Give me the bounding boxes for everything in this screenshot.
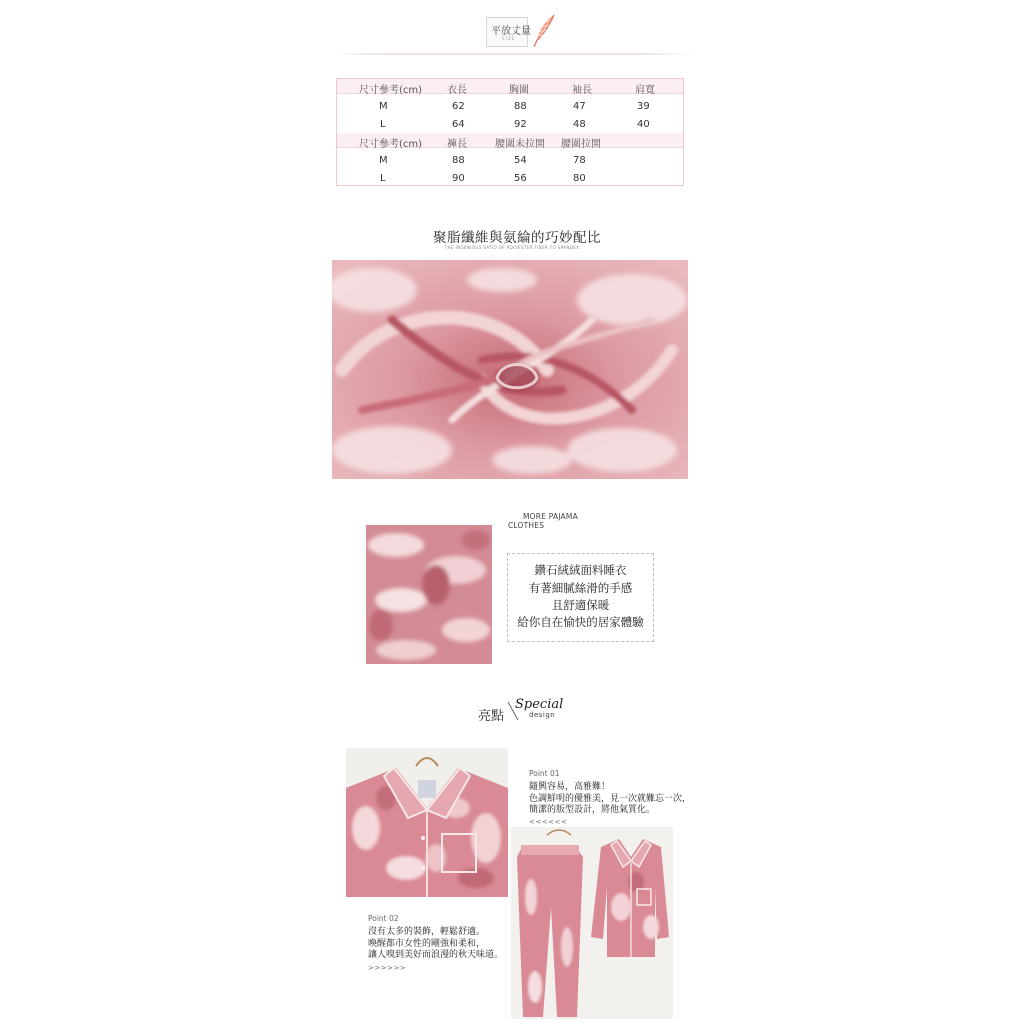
table-cell: 54 (514, 155, 527, 166)
size-table-header: 袖長 (572, 85, 592, 96)
table-row (337, 99, 683, 116)
special-design-label: design (529, 711, 556, 719)
point01-text: 隨興容易，高雅難！ (529, 782, 611, 792)
table-cell: 47 (573, 101, 586, 112)
table-cell: 48 (573, 119, 586, 130)
pajama-set-photo (511, 827, 673, 1019)
table-row (337, 171, 683, 188)
more-pajama-label (508, 512, 578, 530)
point02-arrow: >>>>>> (368, 964, 407, 972)
shirt-photo (346, 748, 508, 897)
description-line: 且舒適保暖 (551, 598, 610, 612)
table-cell: 88 (452, 155, 465, 166)
point01-label: Point 01 (529, 769, 560, 778)
point01-text: 簡潔的版型設計，將他氣質化。 (529, 805, 656, 815)
pants-table-header-row (337, 133, 683, 148)
table-cell: 88 (514, 101, 527, 112)
table-cell: M (379, 155, 388, 166)
special-zh-title: 亮點 (478, 709, 505, 724)
description-box (507, 553, 654, 642)
size-table-header: 腰圍未拉開 (495, 139, 545, 150)
table-row (337, 117, 683, 134)
fabric-subtitle: THE INGENIOUS RATIO OF POLYESTER FIBER TO SPANDEX (444, 245, 580, 250)
description-line: 鑽石絨絨面料睡衣 (534, 563, 627, 577)
point02-text: 喚醒都市女性的剛強和柔和， (368, 939, 486, 949)
point01-text: 色調鮮明的優雅美，見一次就難忘一次， (529, 794, 692, 804)
size-header-title: 平放丈量 (491, 26, 531, 37)
point01-arrow: <<<<<< (529, 818, 568, 826)
size-table (336, 78, 684, 186)
table-cell: 92 (514, 119, 527, 130)
special-en-title: Special (515, 697, 564, 712)
table-cell: 64 (452, 119, 465, 130)
table-cell: 39 (637, 101, 650, 112)
fabric-closeup-image (366, 525, 492, 664)
table-cell: 78 (573, 155, 586, 166)
table-cell: 56 (514, 173, 527, 184)
table-cell: 62 (452, 101, 465, 112)
fabric-swirl-image (332, 260, 688, 479)
table-cell: 90 (452, 173, 465, 184)
size-table-header: 尺寸參考(cm) (359, 139, 423, 150)
size-table-header: 褲長 (447, 139, 467, 150)
size-table-header: 尺寸參考(cm) (359, 85, 423, 96)
more-label-line1: MORE PAJAMA (523, 512, 578, 521)
point02-text: 沒有太多的裝飾，輕鬆舒適。 (368, 927, 486, 937)
header-divider (330, 53, 696, 55)
fabric-title: 聚脂纖維與氨綸的巧妙配比 (433, 230, 601, 246)
size-table-header: 腰圍拉開 (561, 139, 601, 150)
description-line: 有著細膩絲滑的手感 (528, 581, 633, 595)
size-table-header: 胸圍 (509, 85, 529, 96)
table-cell: L (380, 173, 386, 184)
size-header-subtitle: SIZE (502, 36, 515, 41)
size-table-header: 肩寬 (635, 85, 655, 96)
table-cell: M (379, 101, 388, 112)
table-cell: 40 (637, 119, 650, 130)
size-table-header-row (337, 79, 683, 94)
point02-label: Point 02 (368, 914, 399, 923)
description-line: 給你自在愉快的居家體驗 (517, 615, 644, 629)
table-cell: 80 (573, 173, 586, 184)
feather-icon (532, 14, 558, 48)
point02-text: 讓人嗅到美好而浪漫的秋天味道。 (368, 950, 504, 960)
table-cell: L (380, 119, 386, 130)
more-label-line2: CLOTHES (508, 521, 545, 530)
table-row (337, 153, 683, 170)
size-table-header: 衣長 (447, 85, 467, 96)
